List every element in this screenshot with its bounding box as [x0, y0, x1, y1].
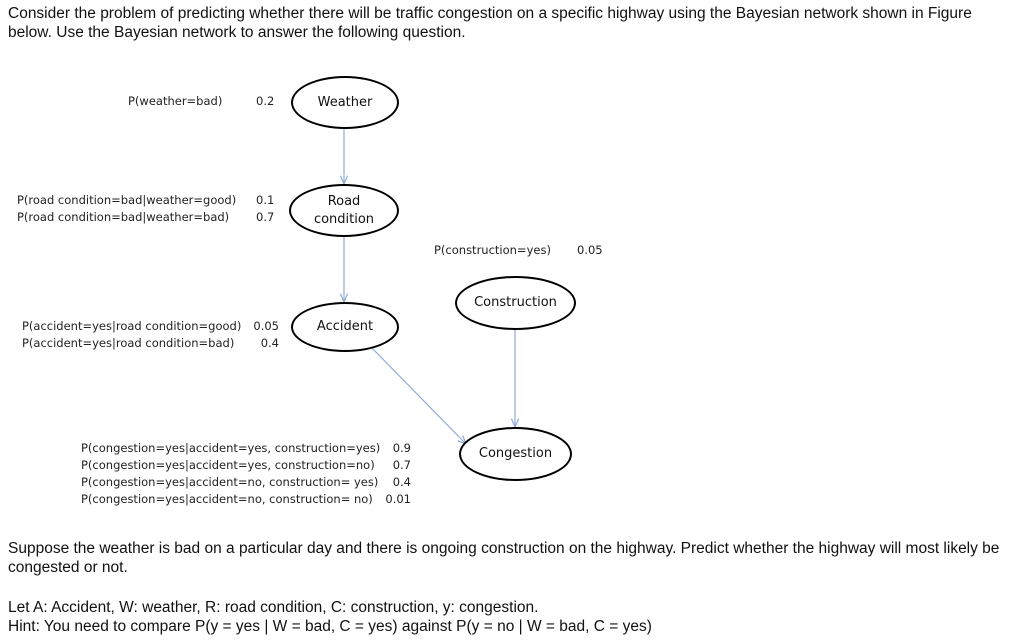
cpt-weather-label: P(weather=bad) [128, 94, 223, 108]
variable-definitions: Let A: Accident, W: weather, R: road condition, C: construction, y: congestion. [8, 599, 539, 616]
node-weather-label: Weather [317, 94, 373, 110]
cpt-road-value-1: 0.1 [256, 193, 275, 207]
node-road-label-line1: Road [327, 193, 361, 209]
node-accident [291, 302, 399, 352]
cpt-congestion-label-3: P(congestion=yes|accident=no, construction= yes) [81, 475, 379, 489]
node-road-condition [289, 184, 399, 237]
cpt-congestion-label-1: P(congestion=yes|accident=yes, construction=yes) [81, 441, 381, 455]
node-weather [291, 76, 399, 129]
cpt-congestion-value-1: 0.9 [392, 441, 411, 455]
cpt-accident-value-1: 0.05 [253, 319, 279, 333]
node-accident-label: Accident [316, 319, 374, 334]
cpt-congestion-label-4: P(congestion=yes|accident=no, construction= no) [81, 492, 373, 506]
node-construction [455, 276, 576, 330]
cpt-congestion-value-2: 0.7 [392, 458, 411, 472]
cpt-construction-label: P(construction=yes) [434, 243, 551, 257]
problem-intro: Consider the problem of predicting whether there will be traffic congestion on a specific highway using the Bayesian network shown in Figure below. Use the Bayesian network to answer the following question. [8, 5, 972, 41]
hint-text: Hint: You need to compare P(y = yes | W = bad, C = yes) against P(y = no | W = bad, C = yes) [8, 618, 652, 635]
cpt-accident-label-1: P(accident=yes|road condition=good) [22, 319, 242, 333]
question-text: Suppose the weather is bad on a particular day and there is ongoing construction on the highway. Predict whether the highway will most likely be congested or not. [8, 540, 1000, 576]
edge-accident-congestion [372, 348, 466, 444]
cpt-road-label-1: P(road condition=bad|weather=good) [17, 193, 237, 207]
cpt-weather-value: 0.2 [256, 94, 275, 108]
cpt-congestion-label-2: P(congestion=yes|accident=yes, construction=no) [81, 458, 375, 472]
cpt-congestion-value-3: 0.4 [392, 475, 411, 489]
cpt-accident-value-2: 0.4 [260, 336, 279, 350]
cpt-road-value-2: 0.7 [256, 210, 275, 224]
node-road-label-line2: condition [313, 211, 375, 227]
cpt-road-label-2: P(road condition=bad|weather=bad) [17, 210, 230, 224]
node-congestion [459, 427, 572, 481]
node-construction-label: Construction [474, 295, 557, 310]
cpt-congestion-value-4: 0.01 [385, 492, 411, 506]
cpt-accident-label-2: P(accident=yes|road condition=bad) [22, 336, 235, 350]
node-congestion-label: Congestion [478, 446, 553, 461]
cpt-construction-value: 0.05 [577, 243, 603, 257]
